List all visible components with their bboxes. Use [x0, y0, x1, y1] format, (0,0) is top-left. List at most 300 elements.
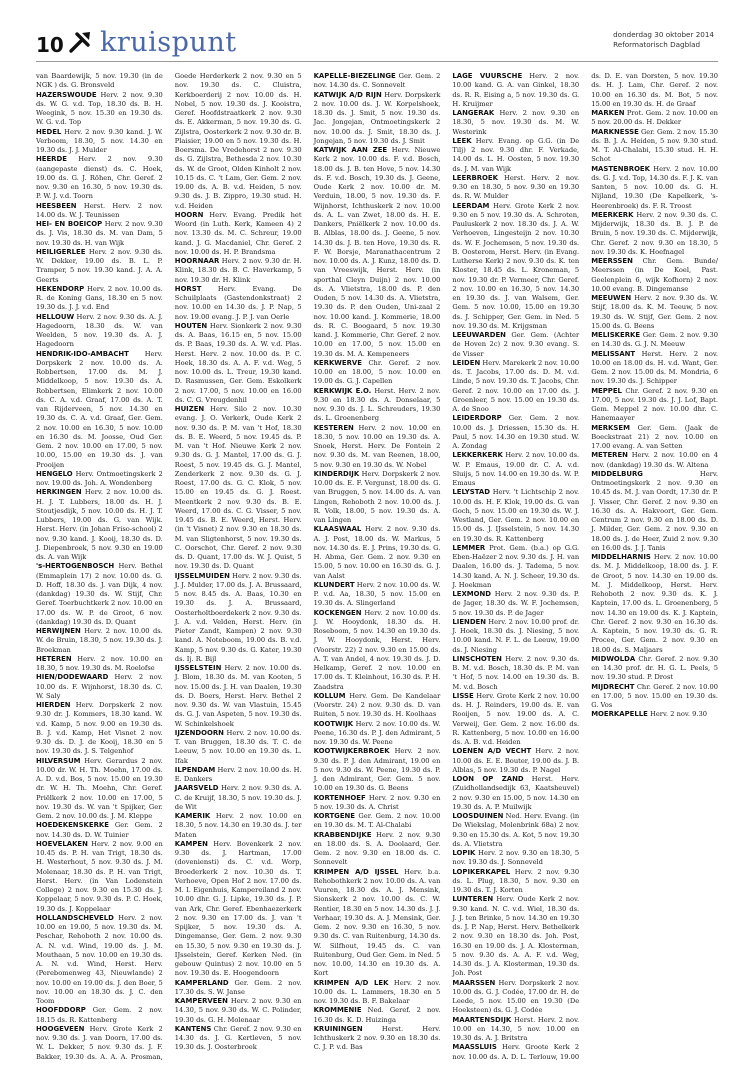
service-details: Chr. Geref. 2 nov. 10.00 en 17.00, 5 nov. 15.00 en 19.30 ds. G. Vos [591, 682, 718, 709]
town-name: KOLLUM [313, 691, 346, 700]
service-entry [452, 488, 579, 544]
service-details: Herv. 2 nov. 10.00 ds. J. W. Hooydonk, 18.30 ds. H. Roseboom, 5 nov. 14.30 en 19.30 ds. J. W. Hooydonk, Herst. Herv. (Voorstr. 22) 2 nov. 9.30 en 15.00 ds. A. T. van Andel, 4 nov. 19.30 ds. J. D. Helkamp, Geref. 2 nov. 10.00 en 17.00 ds. T. Kleinhout, 16.30 ds. P. H. Zaadstra [313, 608, 441, 691]
service-details: Herv. Evang. op G.G. (in De Tilj) 2 nov. 9.30 dhr. F. Verkade, 14.00 ds. L. H. Oosten, 5 nov. 19.30 ds. J. M. van Wijk [452, 136, 580, 173]
town-name: KRIMPEN A/D IJSSEL [313, 867, 399, 876]
service-details: Herv. 2 nov. 9.30 en 14.30, 5 nov. 9.30 ds. W. C. Polinder, 19.30 ds. G. H. Molenaar [174, 997, 302, 1024]
service-entry [591, 553, 718, 655]
service-entry [452, 72, 579, 109]
town-name: HENDRIK-IDO-AMBACHT [36, 349, 129, 358]
service-details: Ger. Gem. 2 nov. 17.30 ds. S. W. Janse [174, 978, 302, 996]
service-entry [314, 424, 441, 470]
town-name: HIERDEN [36, 701, 71, 709]
service-entry [452, 849, 579, 868]
service-details: Ger. Gem. 2 nov. 10.00 ds. J. Driessen, 15.30 ds. H. Paul, 5 nov. 14.30 en 19.30 stud. W. A. Zondag [452, 414, 580, 450]
service-entry [591, 655, 718, 683]
service-details: Herv. 2 nov. 9.30 ds. J. Vis, 18.30 ds. M. van Dam, 5 nov. 19.30 ds. H. van Wijk [36, 220, 163, 247]
town-name: LOENEN A/D VECHT [452, 747, 532, 756]
service-details: Herv. 2 nov. 9.30 ds. A. J. Post, 18.00 ds. W. Markus, 5 nov. 14.30 ds. E. J. Prins, 19.30 ds. G. H. Abma, Ger. Gem. 2 nov. 9.30 en 15.00, 5 nov. 10.00 en 16.30 ds. G. J. van Aalst [313, 525, 441, 580]
service-entry [314, 72, 441, 91]
service-entry [314, 1006, 441, 1025]
service-entry [175, 1025, 302, 1053]
service-entry [175, 784, 302, 812]
town-name: MASTENBROEK [591, 164, 650, 173]
service-details: Herv. 2 nov. 10.00 ds. E. E. Bouter, 19.00 ds. J. B. Alblas, 5 nov. 19.30 ds. P. Nagel [452, 747, 580, 774]
service-details: Herv. 2 nov. 10.00 ds. W. de Bruin, 18.30, 5 nov. 19.30 ds. J. Broekman [36, 627, 163, 654]
service-details: Chr. Geref. 2 nov. 9.30 en 14.30 prof. dr. H. G. L. Peels, 5 nov. 19.30 stud. P. Drost [591, 654, 718, 682]
town-name: HOEVELAKEN [36, 839, 88, 848]
service-details: Herv. 2 nov. 9.30 ds. C. Mijderwijk, 18.30 ds. B. J. P. de Bruin, 5 nov. 19.30 ds. C. Mijderwijk, Chr. Geref. 2 nov. 9.30 en 18.30, 5 nov. 19.30 ds. K. Hoefnagel [591, 210, 718, 256]
service-details: Herv. 2 nov. 9.30 en 18.00 ds. S. A. Doolaard, Ger. Gem. 2 nov. 9.30 en 18.00 ds. C. Sonnevelt [313, 830, 441, 867]
service-entry [36, 313, 163, 350]
service-entry [452, 1016, 579, 1044]
service-details: Ned. Geref. 2 nov. 16.30 ds. K. D. Huizinga [313, 1006, 441, 1024]
service-details: Herv. 2 nov. 10.00 ds. H. J. T. Lubbers, 18.00 ds. H. J. Stoutjesdijk, 5 nov. 10.00 ds. H. J. T. Lubbers, 19.00 ds. G. van Wijk. Herst. Herv. (in Johan Friso-school) 2 nov. 9.30 kand. J. Kooij, 18.30 ds. D. J. Diepenbroek, 5 nov. 9.30 en 19.00 ds. A. van Wijk [36, 488, 163, 561]
service-entry [591, 350, 718, 387]
town-name: LAGE VUURSCHE [452, 72, 523, 80]
service-entry [591, 710, 718, 719]
service-entry [314, 91, 441, 147]
town-name: KATWIJK AAN ZEE [313, 146, 388, 154]
town-name: HIEN/DODEWAARD [36, 673, 109, 682]
service-entry [452, 618, 579, 655]
issue-date: donderdag 30 oktober 2014 [613, 30, 714, 39]
service-details: Herv. 2 nov. 10.00 ds. W. Peene, 16.30 ds. P. J. den Admirant, 5 nov. 19.30 ds. W. Peene [313, 719, 441, 746]
service-entry [175, 812, 302, 840]
service-details: Herst. Herv. 2 nov. 14.00 ds. W. J. Teunissen [36, 201, 163, 219]
service-details: van Baardewijk, 5 nov. 19.30 (in de NGK ) ds. G. Bronsveld [36, 72, 163, 90]
service-details: Herv. Dorpskerk 2 nov. 10.00 ds. G. J. Codée, 17.00 dr. H. de Leede, 5 nov. 15.00 en 19.30 (De Hoeksteen) ds. G. J. Codée [452, 978, 580, 1015]
town-name: KATWIJK A/D RIJN [313, 90, 382, 99]
header-divider [36, 61, 718, 62]
town-name: MIDDELHARNIS [591, 553, 651, 561]
town-name: HILVERSUM [36, 756, 81, 765]
service-details: Ger. Gem. 2 nov. 14.30 ds. C. Sonnevelt [313, 72, 441, 90]
town-name: LEIDERDORP [452, 414, 502, 423]
service-entry [591, 331, 718, 350]
service-entry [36, 220, 163, 248]
town-name: HOLLANDSCHEVELD [36, 913, 114, 922]
service-details: Herv. Evang. De Schuilplaats (Gastendonkstraat) 2 nov. 10.00 en 14.30 ds. J. P. Nap, 5 nov. 19.00 evang. J. P. J. van Oerle [174, 284, 302, 321]
town-name: HEERDE [36, 155, 67, 164]
service-details: Herv. 2 nov. 9.30 ds. P. de Jager, 18.30 ds. W. F. Jochemsen, 5 nov. 19.30 ds. P. de Jager [452, 590, 580, 617]
service-entry [452, 202, 579, 332]
town-name: ILPENDAM [174, 765, 216, 774]
service-entry [452, 414, 579, 451]
service-details: Herv. 2 nov. 9.30 kand. J. W. Verboom, 18.30, 5 nov. 14.30 en 19.30 ds. J. J. Mulder [36, 127, 163, 154]
service-entry [452, 812, 579, 849]
town-name: JAARSVELD [174, 784, 219, 793]
service-details: Herv. 2 nov. 9.30 ds. W. Stijf, 18.00 ds. K. M. Teeuw, 5 nov. 19.30 ds. W. Stijf, Ger. Gem. 2 nov. 15.00 ds. G. Beens [591, 294, 718, 330]
service-details: Herv. 2 nov. 9.30 en 18.30, 5 nov. 19.30 ds. M. W. Westerink [452, 109, 580, 136]
service-entry [314, 868, 441, 979]
service-entry [36, 72, 163, 91]
service-entry [314, 720, 441, 748]
town-name: KRIMPEN A/D LEK [313, 978, 389, 987]
town-name: LEMMER [452, 543, 486, 552]
town-name: MEPPEL [591, 386, 622, 395]
service-details: Herv. Gerardus 2 nov. 10.00 dr. W. H. Th. Moehn, 17.00 ds. A. D. v.d. Bos, 5 nov. 15.00 en 19.30 dr. W. H. Th. Moehn, Chr. Geref. Priëlkerk 2 nov. 10.00 en 17.00, 5 nov. 19.30 ds. W. van 't Spijker, Ger. Gem. 2 nov. 10.00 ds. J. M. Kleppe [36, 756, 163, 820]
town-name: LIENDEN [452, 617, 487, 626]
town-name: HAZERSWOUDE [36, 90, 97, 99]
service-entry [314, 1025, 441, 1053]
town-name: MELISSANT [591, 349, 636, 358]
service-entry [314, 794, 441, 813]
service-details: Herv. Grote Kerk 2 nov. 10.00 ds. H. J. Reinders, 19.00 ds. E. van Rooijen, 5 nov. 19.00 ds. A. C. Verweij, Ger. Gem. 2 nov. 16.00 ds. R. Kattenberg, 5 nov. 10.00 en 16.00 ds. A. B. v.d. Heiden [452, 691, 580, 746]
service-entry [452, 331, 579, 359]
service-details: Prot. Gem. 2 nov. 10.00 en 5 nov. 20.00 ds. H. Dekker [591, 109, 718, 127]
town-name: MERKSEM [591, 423, 630, 432]
town-name: MEEUWEN [591, 294, 632, 302]
service-entry [591, 451, 718, 470]
town-name: HORST [174, 284, 202, 293]
service-entry [591, 128, 718, 165]
service-details: Chr. Gem. Bunde/ Meerssen (in De Koel, Past. Geelenplein 6, wijk Kofhorn) 2 nov. 10.00 evang. B. Dingemanse [591, 257, 718, 293]
service-details: Herv. 2 nov. 9.30 ds. B. M. v.d. Bosch, 18.30 ds. P. M. van 't Hof, 5 nov. 14.00 en 19.30 ds. B. M. v.d. Bosch [452, 654, 580, 691]
town-name: KORTENHOEF [313, 793, 366, 802]
town-name: KAMPERLAND [174, 978, 229, 987]
service-entry [36, 91, 163, 128]
service-details: Herv. Dorpskerk 2 nov. 10.00 ds. J. W. Korpelshoek, 18.30 ds. J. Smit, 5 nov. 19.30 ds. Jac. Jongejan, Ontmoetingskerk 2 nov. 10.00 ds. J. Smit, 18.30 ds. J. Jongejan, 5 nov. 19.30 ds. J. Smit [313, 90, 441, 145]
service-details: Herv. Grote Kerk 2 nov. 9.30 en 5 nov. 19.30 ds. A. Schroten, Pauluskerk 2 nov. 18.30 ds. J. A. W. Verhoeven, Lingesteijn 2 nov. 10.30 ds. W. F. Jochemsen, 5 nov. 19.30 ds. B. Oosterom, Herst. Herv. (in Evang. Lutherse Kerk) 2 nov. 9.30 ds. K. ten Kloster, 18.45 ds. L. Kroneman, 5 nov. 19.30 dr. P. Vermeer, Chr. Geref. 2 nov. 10.00 en 16.30, 5 nov. 14.30 en 19.30 ds. J. van Walsem, Ger. Gem. 5 nov. 10.00, 15.00 en 19.30 ds. J. Schipper, Ger. Gem. in Ned. 5 nov. 19.30 ds. M. Krijgsman [452, 201, 580, 330]
service-entry [452, 359, 579, 415]
service-details: Herv. Silo 2 nov. 10.30 evang. J. O. Verkerk, Oude Kerk 2 nov. 9.30 ds. P. M. van 't Hof, 18.30 ds. B. E. Weerd, 5 nov. 19.45 ds. P. M. van 't Hof. Nieuwe Kerk 2 nov. 9.30 ds. G. J. Mantel, 17.00 ds. G. J. Roest, 5 nov. 19.45 ds. G. J. Mantel, Zenderkerk 2 nov. 9.30 ds. G. J. Roest, 17.00 ds. G. C. Klok, 5 nov. 15.00 en 19.45 ds. G. J. Roest. Meentkerk 2 nov. 9.30 ds. B. E. Weerd, 17.00 ds. C. G. Visser, 5 nov. 19.45 ds. B. E. Weerd, Herst. Herv. (in 't Visnet) 2 nov. 9.30 en 18.30 ds. M. van Sligtenhorst, 5 nov. 19.30 ds. C. Oorschot, Chr. Geref. 2 nov. 9.30 ds. D. Quant, 17.00 ds. W. J. Quist, 5 nov. 19.30 ds. D. Quant [174, 405, 302, 571]
town-name: KAMERIK [174, 812, 211, 820]
service-details: Herv. Grote Kerk 2 nov. 9.30 ds. J. van Doorn, 17.00 ds. W. L. Dekker, 5 nov. 9.30 ds. J. F. Bakker, 19.30 ds. A. A. A. Prosman, Goede Herderkerk 2 nov. 9.30 en 5 nov. 19.30 ds. C. Cluistra, Kerkboerderij 2 nov. 10.00 ds. H. Nobel, 5 nov. 19.30 ds. J. Kooistra, Geref. Hoofdstraatkerk 2 nov. 9.30 ds. E. Akkerman, 5 nov. 19.30 ds. G. Zijlstra, Oosterkerk 2 nov. 9.30 dr. B. Plaisier, 19.00 en 5 nov. 19.30 ds. H. Boersma. De Vredehorst 2 nov. 9.30 ds. G. Zijlstra, Bethesda 2 nov. 10.30 ds. W. de Groot, Olden Kinholt 2 nov. 10.15 ds. C. 't Lam, Ger. Gem. 2 nov. 19.00 ds. A. B. v.d. Heiden, 5 nov. 9.30 ds. J. B. Zippro, 19.30 stud. H. v.d. Heiden [36, 72, 302, 1061]
service-entry [175, 729, 302, 766]
service-details: Herv. 2 nov. 9.30 ds. A. C. de Kruijf, 18.30, 5 nov. 19.30 ds. J. de Wit [174, 784, 302, 811]
service-details: Herv. Groote Kerk 2 nov. 10.00 ds. A. D. L. Terlouw, 19.00 ds. D. E. van Dorsten, 5 nov. 19.30 ds. H. J. Lam, Chr. Geref. 2 nov. 10.00 en 16.30 ds. M. Bot, 5 nov. 15.00 en 19.30 ds. H. de Graaf [452, 72, 718, 1061]
service-entry [36, 655, 163, 674]
town-name: MARKNESSE [591, 127, 639, 136]
service-entry [175, 766, 302, 785]
town-name: HUIZEN [174, 405, 205, 413]
service-entry [314, 979, 441, 1007]
service-entry [452, 747, 579, 775]
town-name: HETEREN [36, 654, 72, 663]
town-name: MEERKERK [591, 210, 634, 219]
town-name: KLAASWAAL [313, 525, 362, 534]
town-name: HERWIJNEN [36, 627, 81, 635]
service-entry [36, 248, 163, 285]
town-name: KRUININGEN [313, 1024, 363, 1033]
service-details: Herv. 2 nov. 10.00 en 18.30, 5 nov. 10.00 en 19.30 ds. A. Snoek, Herst. Herv. De Fontein 2 nov. 9.30 ds. M. van Reenen, 18.00, 5 nov. 9.30 en 19.30 ds. W. Nobel [313, 423, 441, 469]
service-entry [175, 572, 302, 665]
town-name: KAMPERVEEN [174, 997, 228, 1005]
town-name: LEKKERKERK [452, 451, 503, 460]
town-name: IJSSELSTEIN [174, 664, 222, 672]
service-entry [36, 488, 163, 562]
town-name: MEERSSEN [591, 257, 633, 265]
service-details: Herv. 2 nov. 10.00 prof. dr. J. Hoek, 18.30 ds. J. Niesing, 5 nov. 10.00 kand. N. F. L. de Leeuw, 19.00 ds. J. Niesing [452, 617, 580, 654]
service-entry [314, 812, 441, 831]
service-details: Herv. 2 nov. 9.30 ds. P. J. den Admirant, 19.00 en 5 nov. 9.30 ds. W. Peene, 19.30 ds. P. J. den Admirant, Ger. Gem. 5 nov. 10.00 en 19.30 ds. G. Beens [313, 747, 441, 793]
service-details: Herst. Herv. Ichthuskerk 2 nov. 9.30 en 18.30 ds. C. J. P. v.d. Bas [313, 1024, 441, 1052]
service-entry [36, 821, 163, 840]
section-title: kruispunt [100, 27, 237, 58]
service-details: Herv. 2 nov. 10.00 ds. M. J. Middelkoop, 18.00 ds. J. F. de Groot, 5 nov. 14.30 en 19.00 ds. M. J. Middelkoop, Herst. Herv. Rehoboth 2 nov. 9.30 ds. K. J. Kaptein, 17.00 ds. L. Groenenberg, 5 nov. 14.30 en 19.00 ds. K. J. Kaptein, Chr. Geref. 2 nov. 9.30 en 16.30 ds. A. Kaptein, 5 nov. 19.30 ds. G. R. Procee, Ger. Gem. 2 nov. 9.30 en 18.00 ds. S. Maljaars [591, 553, 718, 654]
service-details: Herv. 2 nov. 10.00 en 18.30, 5 nov. 14.30 en 19.30 ds. J. ter Maten [174, 812, 302, 839]
service-entry [36, 914, 163, 1007]
service-details: Herv. 2 nov. 9.30 ds. L. Plug, 18.30, 5 nov. 9.30 en 19.30 ds. T. J. Korten [452, 867, 580, 894]
town-name: KLUNDERT [313, 580, 355, 589]
town-name: HEKENDORP [36, 284, 85, 293]
service-details: Herv. b.a. Rehobothkerk 2 nov. 10.00 ds. A. van Vuuren, 18.30 ds. A. J. Mensink, Sionskerk 2 nov. 10.00 ds. C. W. Rentier, 18.30 en 5 nov. 14.30 ds. J. J. Verhaar, 19.30 ds. A. J. Mensink, Ger. Gem. 2 nov. 9.30 en 16.30, 5 nov. 9.30 ds. C. van Ruitenburg, 14.30 ds. W. Silfhout, 19.45 ds. C. van Ruitenburg, Oud Ger. Gem. in Ned. 5 nov. 10.00, 14.30 en 19.30 ds. A. Kort [313, 867, 441, 978]
service-entry [591, 683, 718, 711]
service-details: Herv. Gem. De Kandelaar (Voorstr. 24) 2 nov. 9.30 ds. D. van Ruiten, 5 nov. 19.30 ds. H. Koolhaas [313, 691, 441, 719]
publication-name: Reformatorisch Dagblad [613, 40, 701, 49]
town-name: LEEK [452, 136, 472, 145]
service-details: Herv. 2 nov. 9.30 ds. W. Dekker, 19.00 ds. B. L. P. Tramper, 5 nov. 19.30 kand. J. A. A. Geerts [36, 247, 163, 284]
service-details: Ger. Gem. 2 nov. 14.30 ds. D. W. Tuinier [36, 821, 163, 839]
service-details: Herv. 2 nov. 10.00 ds. W. P. Emaus, 19.00 dr. C. A. v.d. Sluijs, 5 nov. 14.00 en 19.30 ds. W. P. Emaus [452, 451, 580, 487]
service-entry [36, 202, 163, 221]
service-details: Ger. Gem. 2 nov. 18.15 ds. R. Kattenberg [36, 1006, 163, 1024]
service-details: Herv. 2 nov. 9.30 ds. W. G. v.d. Top, 18.30 ds. B. H. Weegink, 5 nov. 15.30 en 19.30 ds. W. G. v.d. Top [36, 90, 163, 127]
town-name: LEXMOND [452, 590, 492, 598]
town-name: MOERKAPELLE [591, 710, 648, 719]
town-name: HOUTEN [174, 321, 208, 330]
issue-meta [613, 30, 714, 50]
service-entry [314, 146, 441, 359]
town-name: LOOSDUINEN [452, 812, 504, 820]
service-details: Herv. 2 nov. 9.30 en 5 nov. 19.30 ds. A. Christ [313, 793, 441, 811]
service-entry [36, 285, 163, 313]
service-details: Herv. Oude Kerk 2 nov. 9.30 kand. N. C. v.d. Wiel, 18.30 ds. J. J. ten Brinke, 5 nov. 14.30 en 19.30 ds. J. P. Nap, Herst. Herv. Bethelkerk 2 nov. 9.30 en 18.30 ds. Joh. Post, 16.30 en 19.00 ds. J. A. Klosterman, 5 nov. 9.30 ds. A. A. F. v.d. Weg, 14.30 ds. J. A. Klosterman, 19.30 ds. Joh. Post [452, 895, 580, 978]
service-details: Herv. 2 nov. 10.00 ds. H. E. Dankers [174, 765, 302, 783]
service-details: Herv. 2 nov. 10.00 ds. T. van Bruggen, 18.30 ds. T. C. de Leeuw, 5 nov. 10.00 en 19.30 ds. L. Ifak [174, 728, 302, 765]
service-details: Ger. Gem. 2 nov. 10.00 en 19.30 ds. M. T. Al-Chalabi [313, 812, 441, 830]
town-name: KOCKENGEN [313, 608, 362, 617]
service-entry [175, 997, 302, 1025]
town-name: KERKWERVE [313, 358, 362, 367]
service-entry [175, 211, 302, 257]
town-name: IJSSELMUIDEN [174, 571, 230, 580]
service-entry [175, 664, 302, 729]
town-name: HOORNAAR [174, 257, 220, 265]
service-details: Herv. Marekerk 2 nov. 10.00 ds. T. Jacobs, 17.00 ds. D. M. v.d. Linde, 5 nov. 19.30 ds. T. Jacobs, Chr. Geref. 2 nov. 10.00 en 17.00 ds. J. Groenleer, 5 nov. 15.00 en 19.30 ds. A. de Snoo [452, 358, 580, 413]
town-name: LOPIK [452, 849, 476, 857]
service-details: Herv. Bethel (Emmaplein 17) 2 nov. 10.00 ds. G. D. Hoff, 18.30 ds. J. van Dijk, 4 nov. (dankdag) 19.30 ds. W. Stijf, Chr. Geref. Toerbuchtkerk 2 nov. 10.00 en 17.00 ds. W. P. de Groot, 6 nov. (dankdag) 19.30 ds. D. Quant [36, 562, 163, 626]
service-details: Chr. Geref. 2 nov. 9.30 en 14.30 ds. J. G. Kertleven, 5 nov. 19.30 ds. J. Oosterbroek [174, 1024, 302, 1052]
town-name: LEERBROEK [452, 173, 498, 182]
service-entry [452, 590, 579, 618]
service-details: Herst. Herv. 2 nov. 10.00 en 18.00 ds. H. v.d. Want, Ger. Gem. 2 nov. 15.00 ds. M. Mondria, 6 nov. 19.30 ds. J. Schipper [591, 349, 718, 386]
town-name: METEREN [591, 451, 628, 460]
service-details: Herv. 2 nov. 9.30 en 18.30, 5 nov. 19.30 ds. J. Sonneveld [452, 849, 580, 867]
town-name: 's-HERTOGENBOSCH [36, 562, 115, 571]
service-entry [36, 562, 163, 627]
service-details: Ger. Gem. 2 nov. 9.30 en 14.30 ds. G. J. N. Meeuw [591, 331, 718, 349]
service-entry [452, 137, 579, 174]
page-number: 10 [36, 33, 64, 57]
service-details: Herv. Sionkerk 2 nov. 9.30 ds. A. Baas, 16.15 en, 5 nov. 15.00 ds. P. Baas, 19.30 ds. A. W. v.d. Plas. Herst. Herv. 2 nov. 10.00 ds. P. C. Hoek, 18.30 ds. A. A. F. v.d. Weg, 5 nov. 10.00 ds. L. Treur, 19.30 kand. D. Rasmussen, Ger. Gem. Eskolkerk 2 nov. 17.00, 5 nov. 10.00 en 16.00 ds. C. G. Vreugdenhil [174, 321, 302, 404]
town-name: HENGELO [36, 469, 73, 478]
service-entry [452, 979, 579, 1016]
service-entry [591, 211, 718, 257]
service-details: Prot. Gem. (b.a.) op G.G. Eben-Haëzer 2 nov. 9.30 ds. J. H. van Daalen, 16.00 ds. J. Tadema, 5 nov. 14.30 kand. A. N. J. Scheer, 19.30 ds. J. Hoekman [452, 543, 580, 589]
service-entry [175, 285, 302, 322]
town-name: LEIDEN [452, 358, 481, 367]
service-details: Herv. Ontmoetingskerk 2 nov. 9.30 en 10.45 ds. M. J. van Oordt, 17.30 dr. P. J. Visser, Chr. Geref. 2 nov. 9.30 en 16.30 ds. A. Hakvoort, Ger. Gem. Centrum 2 nov. 9.30 en 18.00 ds. D. J. Milder, Ger. Gem. 2 nov. 9.30 en 18.00 ds. J. de Heer, Zuid 2 nov. 9.30 en 16.00 ds. J. J. Tanis [591, 469, 718, 552]
service-entry [314, 581, 441, 609]
town-name: KRABBENDIJKE [313, 830, 372, 839]
service-entry [175, 979, 302, 998]
town-name: LANGERAK [452, 109, 495, 117]
service-details: Herv. 2 nov. 9.30 (aangepaste dienst) ds. C. Hoek, 19.00 ds. G. J. Röhen, Chr. Geref. 2 nov. 9.30 en 16.30, 5 nov. 19.30 ds. P. W. J. v.d. Toorn [36, 155, 163, 201]
town-name: KESTEREN [313, 423, 354, 432]
town-name: KAPELLE-BIEZELINGE [313, 72, 396, 80]
service-entry [36, 350, 163, 470]
service-details: Herv. 2 nov. 9.30 dr. H. Klink, 18.30 ds. B. C. Haverkamp, 5 nov. 19.30 dr. H. Klink [174, 257, 302, 284]
service-details: Herv. 2 nov. 9.30 ds. J. J. Mulder, 17.00 ds. J. A. Brussaard, 5 nov. 8.45 ds. A. Baas, 10.30 en 19.30 ds. J. A. Brussaard, Oosterholtboerdekerk 2 nov. 9.30 ds. J. A. v.d. Velden, Herst. Herv. (in Pieter Zandt, Kampen) 2 nov. 9.30 kand. A. Noteboom, 19.00 ds. B. v.d. Kamp, 5 nov. 9.30 ds. G. Kater, 19.30 ds. Ij. R. Bijl [174, 571, 302, 663]
service-details: Herst. Herv. 2 nov. 9.30 en 18.30, 5 nov. 9.30 en 19.30 ds. R. W. Mulder [452, 173, 580, 201]
town-name: KORTGENE [313, 812, 356, 820]
town-name: IJZENDOORN [174, 728, 224, 737]
service-details: Herv. Ontmoetingskerk 2 nov. 19.00 ds. Joh. A. Wondenberg [36, 469, 163, 487]
service-entry [314, 747, 441, 793]
town-name: HOOGEVEEN [36, 1024, 85, 1033]
service-details: Chr. Geref. 2 nov. 9.30 en 17.00, 5 nov. 19.30 ds. J. J. Lof, Bapt. Gem. Meppel 2 nov. 10.00 dhr. C. Hanemaayer [591, 386, 718, 423]
church-service-listing [36, 72, 718, 1062]
town-name: KROMMENIE [313, 1006, 362, 1015]
town-name: LELYSTAD [452, 488, 490, 497]
town-name: MIDWOLDA [591, 654, 636, 663]
town-name: LOPIKERKAPEL [452, 867, 511, 876]
service-entry [314, 359, 441, 387]
service-entry [591, 424, 718, 452]
service-details: Herst. Herv. 2 nov. 10.00 en 14.30, 5 nov. 10.00 en 19.30 ds. A. J. Britstra [452, 1015, 580, 1042]
service-details: Ger. Gem. (Achter de Hoven 2c) 2 nov. 9.30 evang. S. de Visser [452, 331, 580, 358]
service-entry [36, 673, 163, 701]
town-name: HEILIGERLEE [36, 247, 86, 256]
town-name: MELISKERKE [591, 331, 641, 339]
town-name: KAMPEN [174, 839, 208, 848]
service-details: Herv. Dorpskerk 2 nov. 9.30 dr. J. Kommers, 18.30 kand. W. v.d. Kamp, 5 nov. 9.00 en 19.30 ds. B. J. v.d. Kamp, Het Visnet 2 nov. 9.30 ds. D. J. de Kooij, 18.30 en 5 nov. 19.30 ds. J. S. Telgenhof [36, 701, 163, 756]
service-entry [36, 1006, 163, 1025]
town-name: LUNTEREN [452, 895, 494, 904]
service-details: Herv. 2 nov. 9.30 ds. A. J. Hagedoorn, 18.30 ds. W. van Weelden, 5 nov. 19.30 ds. A. J. Hagedoorn [36, 312, 163, 349]
service-details: Herv. 2 nov. 10.00 ds. R. de Koning Gans, 18.30 en 5 nov. 19.30 ds. J. J. v.d. End [36, 284, 163, 312]
service-details: Herv. 2 nov. 10.00 en 18.30, 5 nov. 19.30 ds. M. Roelofse [36, 654, 163, 672]
service-details: Herv. 2 nov. 10.00 ds. G. J. v.d. Top, 14.30 ds. F. J. K. van Santen, 5 nov. 10.00 ds. G. H. Nijland, 19.30 (De Kapelkerk, 's-Heerenbroek) ds. F. R. Troost [591, 164, 718, 210]
town-name: HOEDEKENSKERKE [36, 821, 109, 830]
town-name: HOORN [174, 210, 204, 219]
service-entry [175, 405, 302, 572]
town-name: HEDEL [36, 127, 62, 136]
town-name: HOOFDDORP [36, 1006, 86, 1015]
service-entry [452, 895, 579, 978]
service-entry [452, 692, 579, 748]
service-details: Herv. Dorpskerk 2 nov. 10.00 ds. A. Robbertsen, 17.00 ds. M. J. Middelkoop, 5 nov. 19.30 ds. A. Robbertsen, Elimkerk 2 nov. 10.00 ds. C. A. v.d. Graaf, 17.00 ds. A. T. van Rijderveen, 5 nov. 14.30 en 19.30 ds. C. A. v.d. Graaf, Ger. Gem. 2 nov. 10.00 en 16.30, 5 nov. 10.00 en 16.30 ds. M. Joosse, Oud Ger. Gem. 2 nov. 10.00 en 17.00, 5 nov. 10.00, 15.00 en 19.30 ds. J. van Prooijen [36, 349, 163, 469]
town-name: MIDDELBURG [591, 469, 643, 478]
service-entry [452, 109, 579, 137]
service-entry [452, 775, 579, 812]
service-entry [175, 322, 302, 405]
service-details: Chr. Geref. 2 nov. 10.00 en 18.00, 5 nov. 10.00 en 19.00 ds. G. J. Capellen [313, 358, 441, 386]
service-entry [314, 470, 441, 526]
service-entry [314, 609, 441, 692]
service-entry [591, 387, 718, 424]
service-entry [175, 840, 302, 979]
service-entry [452, 174, 579, 202]
service-details: Herv. 't Lichtschip 2 nov. 10.00 ds. H. F. Klok, 19.00 ds. G. van Goch, 5 nov. 15.00 en 19.30 ds. W. J. Westland, Ger. Gem. 2 nov. 10.00 en 15.00 ds. J. IJsselstein, 5 nov. 14.30 en 19.30 ds. R. Kattenberg [452, 488, 580, 543]
page-header [30, 0, 718, 58]
town-name: KANTENS [174, 1024, 212, 1033]
service-details: Ger. Gem. (Jaak de Boeckstraat 21) 2 nov. 10.00 en 17.00 evang. A. van Setten [591, 423, 718, 450]
service-entry [36, 757, 163, 822]
service-entry [452, 451, 579, 488]
town-name: LINSCHOTEN [452, 654, 502, 663]
service-entry [591, 294, 718, 331]
service-details: Herv. Dorpskerk 2 nov. 10.00 ds. E. F. Vergunst, 18.00 ds. G. van Bruggen, 5 nov. 14.00 ds. A. van Lingen, Rehoboth 2 nov. 10.00 ds. J. R. Volk, 18.00, 5 nov. 19.30 ds. A. van Lingen [313, 469, 441, 524]
town-name: LISSE [452, 691, 474, 700]
service-entry [314, 692, 441, 720]
service-entry [591, 165, 718, 211]
service-entry [36, 128, 163, 156]
service-entry [175, 257, 302, 285]
town-name: KOOTWIJK [313, 719, 354, 728]
service-entry [314, 387, 441, 424]
service-details: Herv. 2 nov. 9.00 en 10.45 ds. P. H. van Trigt, 18.30 ds. H. Westerhout, 5 nov. 9.30 ds. J. M. Molenaar, 18.30 ds. P. H. van Trigt, Herst. Herv. (in Van Lodenstein College) 2 nov. 9.30 en 15.30 ds. J. Koppelaar, 5 nov. 9.30 ds. P. C. Hoek, 19.30 ds. J. Koppelaar [36, 839, 163, 913]
service-details: Herv. 2 nov. 10.00 en 19.00, 5 nov. 19.30 ds. M. Peschar, Rehoboth 2 nov. 10.00 ds. A. N. v.d. Wind, 19.00 ds. J. M. Mouthaan, 5 nov. 10.00 en 19.30 ds. A. N. v.d. Wind, Herst. Herv. (Perebomenweg 43, Nieuwlande) 2 nov. 10.00 en 19.00 ds. J. den Boer, 5 nov. 10.00 en 18.30 ds. J. C. den Toom [36, 913, 163, 1005]
service-details: Ger. Gem. 2 nov. 15.30 ds. B. J. A. Heiden, 5 nov. 9.30 stud. M. T. Al-Chalabi, 15.30 stud. H. H. Schot [591, 127, 718, 164]
town-name: LEERDAM [452, 201, 490, 210]
town-name: MAARTENSDIJK [452, 1015, 512, 1024]
service-details: Herv. Bovenkerk 2 nov. 9.30 ds. J. Hartman, 17.00 (doveniensti) ds. C. v.d. Worp, Broederkerk 2 nov. 10.30 ds. T. Verhoeve, Open Hof 2 nov. 17.00 ds. M. I. Eigenhuis, Kampereiland 2 nov. 10.00 dhr. G. J. Lipke, 19.30 ds. J. P. van Ark, Chr. Geref. Ebenhaezerkerk 2 nov. 9.30 en 17.00 ds. J. van 't Spijker, 5 nov. 19.30 ds. A. Dingemanse, Ger. Gem. 2 nov. 9.30 en 15.30, 5 nov. 9.30 en 19.30 ds. J. IJsselstein, Geref. Kerken Ned. (in gebouw Quintus) 2 nov. 10.00 en 5 nov. 19.30 ds. E. Hoogendoorn [174, 839, 302, 978]
service-details: Herv. Nieuwe Kerk 2 nov. 10.00 ds. F. v.d. Bosch, 18.00 ds. J. B. ten Hove, 5 nov. 14.30 ds. F. v.d. Bosch, 19.30 ds. J. Geene, Oude Kerk 2 nov. 10.00 dr. M. Verduin, 18.00, 5 nov. 19.30 ds. F. Wijnhorst, Ichthuskerk 2 nov. 10.00 ds. A. L. van Zwet, 18.00 ds. H. E. Dankers, Pniëlkerk 2 nov. 10.00 ds. B. Alblas, 18.00 ds. J. Geene, 5 nov. 14.30 ds. J. B. ten Hove, 19.30 ds. R. F. W. Borsje, Maranathacentrum 2 nov. 10.00 ds. A. J. Kunz, 18.00 ds. D. van Vreeswijk, Herst. Herv. (in sporthal Cleyn Duijn) 2 nov. 10.00 ds. A. Vlietstra, 18.00 ds. P. den Ouden, 5 nov. 14.30 ds. A. Vlietstra, 19.30 ds. P. den Ouden, Uni-zaal 2 nov. 10.00 kand. J. Kommerie, 18.00 ds. R. C. Boogaard, 5 nov. 19.30 kand. J. Kommerie, Chr. Geref. 2 nov. 10.00 en 17.00, 5 nov. 15.00 en 19.30 ds. M. A. Kempeneers [313, 146, 441, 358]
service-details: Herv. 2 nov. 10.00 ds. J. Blom, 18.30 ds. M. van Kooten, 5 nov. 15.00 ds. J. H. van Daalen, 19.30 ds. D. Boers, Herst. Herv. Bethel 2 nov. 9.30 ds. W. van Vlastuin, 15.45 ds. G. J. van Aspeten, 5 nov. 19.30 ds. W. Schinkelshoek [174, 664, 302, 728]
service-entry [591, 470, 718, 553]
service-entry [36, 701, 163, 757]
service-entry [452, 655, 579, 692]
service-entry [452, 544, 579, 590]
service-entry [591, 257, 718, 294]
service-details: Ned. Herv. Evang. (in De Wiekslag, Molenbrink 68a) 2 nov. 9.30 en 15.30 ds. A. Kot, 5 nov. 19.30 ds. A. Vlietstra [452, 812, 580, 848]
service-details: Herv. 2 nov. 10.00 en 4 nov. (dankdag) 19.30 ds. W. Altena [591, 451, 718, 469]
service-details: Herst. Herv. 2 nov. 9.30 en 18.30 ds. A. Donselaar, 5 nov. 9.30 ds. J. L. Schreuders, 19.30 ds. L. Groenenberg [313, 386, 441, 423]
service-entry [36, 155, 163, 201]
town-name: HELLOUW [36, 312, 75, 321]
town-name: HEI- EN BOEICOP [36, 220, 103, 228]
service-entry [36, 840, 163, 914]
town-name: LOON OP ZAND [452, 775, 524, 783]
service-details: Herv. 2 nov. 10.00 kand. G. A. van Ginkel, 18.30 ds. R. R. Eising a, 5 nov. 19.30 ds. G. H. Kruijmer [452, 72, 580, 108]
service-details: Herst. Herv. (Zuidhollandsedijk 63, Kaatsheuvel) 2 nov. 9.30 en 15.00, 5 nov. 14.30 en 19.30 ds. A. P. Muilwijk [452, 775, 580, 811]
service-entry [452, 868, 579, 896]
town-name: LEEUWARDEN [452, 331, 506, 339]
service-details: Herv. 2 nov. 9.30 [649, 710, 708, 719]
service-details: Herv. 2 nov. 10.00 ds. W. P. v.d. Aa, 18.30, 5 nov. 15.00 en 19.30 ds. A. Slingerland [313, 580, 441, 608]
cross-arrow-icon [68, 30, 92, 54]
town-name: KINDERDIJK [313, 469, 360, 478]
service-details: Herv. 2 nov. 10.00 ds. L. Lammers, 18.30 en 5 nov. 19.30 ds. B. F. Bakelaar [313, 978, 441, 1005]
town-name: MAARSSEN [452, 978, 496, 987]
service-details: Herv. Evang. Predik het Woord (in Luth. Kerk, Kameen 4) 2 nov. 13.30 ds. M. C. Schreur, 19.00 kand. J. G. Macdaniel, Chr. Geref. 2 nov. 10.00 ds. H. P. Brandsma [174, 210, 302, 256]
town-name: MAASSLUIS [452, 1043, 497, 1052]
town-name: HEESBEEN [36, 201, 77, 210]
service-entry [36, 470, 163, 489]
service-entry [36, 627, 163, 655]
service-entry [314, 525, 441, 581]
town-name: HERKINGEN [36, 488, 82, 497]
service-entry [591, 109, 718, 128]
town-name: MARKEN [591, 109, 625, 117]
town-name: KOOTWIJKERBROEK [313, 747, 390, 756]
service-details: Herv. 2 nov. 10.00 ds. F. Wijnhorst, 18.30 ds. C. W. Saly [36, 673, 163, 700]
town-name: MIJDRECHT [591, 682, 635, 691]
town-name: KERKWIJK E.O. [313, 386, 372, 395]
service-entry [314, 831, 441, 868]
